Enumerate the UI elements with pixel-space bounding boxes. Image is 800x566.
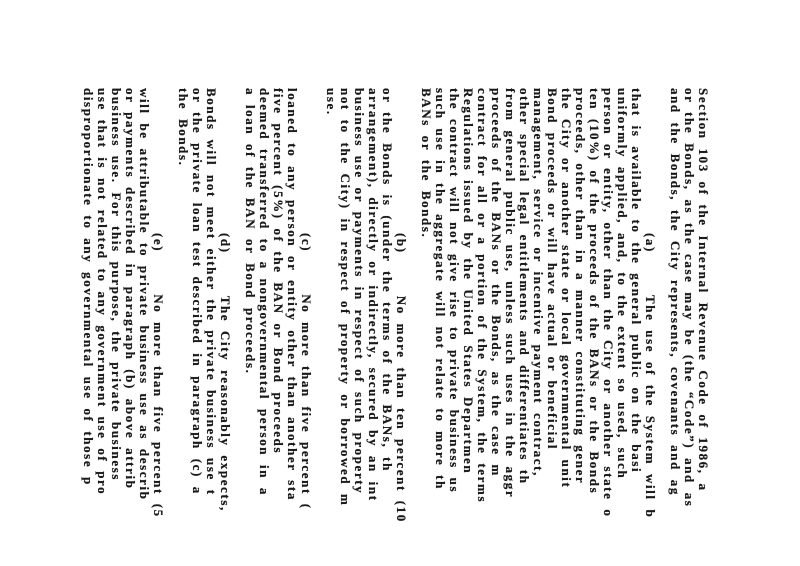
text-line: use that is not related to any government use of pro [95, 88, 110, 496]
paragraph-label: (c) [299, 233, 314, 253]
text-line: person or entity, other than the City or another state o [601, 88, 616, 518]
text-line: use. [324, 88, 339, 116]
text-line: business use or payments in respect of such property [352, 88, 367, 495]
text-line: the City or another state or local governmental unit [559, 88, 574, 489]
paragraph-label: (b) [394, 233, 409, 254]
text-line: the contract will not give rise to private business us [447, 88, 462, 494]
paragraph [324, 88, 408, 566]
text-line: proceeds of the BANs or the Bonds, as the case m [489, 88, 504, 477]
paragraph-label: (e) [151, 233, 166, 253]
text-line: or the Bonds, as the case may be (the “Code”) and as [682, 88, 697, 508]
text-line: proceeds, other than in a manner constituting gener [573, 88, 588, 485]
text-line: and the Bonds, the City represents, covenants and ag [668, 88, 683, 496]
text-line: loaned to any person or entity other than another sta [285, 88, 300, 501]
paragraph [176, 88, 232, 566]
text-line: deemed transferred to a nongovernmental person in a [257, 88, 272, 496]
paragraph [243, 88, 313, 566]
text-line: arrangement), directly or indirectly, secured by an int [366, 88, 381, 502]
paragraph-first-text: No more than five percent ( [299, 294, 314, 510]
text-line: will be attributable to private business use as describ [137, 88, 152, 501]
text-line: or the private loan test described in paragraph (c) a [190, 88, 205, 495]
text-line: Regulations issued by the United States Departmen [461, 88, 476, 475]
paragraph-first-line [643, 88, 657, 566]
text-line: the Bonds. [176, 88, 191, 167]
paragraph [81, 88, 165, 566]
paragraph-first-line [394, 88, 408, 566]
paragraph-first-text: The City reasonably expects, [218, 295, 233, 512]
text-line: ten (10%) of the proceeds of the BANs or the Bonds [587, 88, 602, 495]
text-line: contract for all or a portion of the System, the terms [475, 88, 490, 504]
text-line: that is available to the general public on the basi [629, 88, 644, 474]
text-line: Section 103 of the Internal Revenue Code of 1986, a [696, 88, 711, 492]
paragraph-first-line [151, 88, 165, 566]
paragraph-first-line [218, 88, 232, 566]
text-line: such use in the aggregate will not relate to more th [433, 88, 448, 490]
paragraph-first-text: The use of the System will b [643, 294, 658, 519]
paragraph [419, 88, 657, 566]
text-line: Bond proceeds or will have actual or beneficial [545, 88, 560, 451]
text-line: management, service or incentive payment contract, [531, 88, 546, 477]
paragraph-label: (d) [218, 233, 233, 254]
paragraph [668, 88, 710, 566]
text-line: other special legal entitlements and differentiates th [517, 88, 532, 485]
paragraph-first-text: No more than ten percent (10 [394, 295, 409, 523]
text-line: or payments described in paragraph (b) above attrib [123, 88, 138, 490]
text-line: not to the City) in respect of property or borrowed m [338, 88, 353, 507]
text-line: BANs or the Bonds. [419, 88, 434, 239]
text-line: from general public use, unless such uses in the aggr [503, 88, 518, 499]
text-line: business use. For this purpose, the private business [109, 88, 124, 482]
text-line: uniformly applied, and, to the extent so used, such [615, 88, 630, 480]
text-line: Bonds will not meet either the private business use t [204, 88, 219, 496]
paragraph-label: (a) [643, 233, 658, 253]
document-text [81, 88, 710, 566]
text-line: a loan of the BAN or Bond proceeds. [243, 88, 258, 375]
text-line: disproportionate to any governmental use of those p [81, 88, 96, 486]
text-line: or the Bonds is (under the terms of the BANs, th [380, 88, 395, 472]
paragraph-first-line [299, 88, 313, 566]
paragraph-first-text: No more than five percent (5 [151, 294, 166, 518]
text-line: five percent (5%) of the BAN or Bond proceeds [271, 88, 286, 455]
